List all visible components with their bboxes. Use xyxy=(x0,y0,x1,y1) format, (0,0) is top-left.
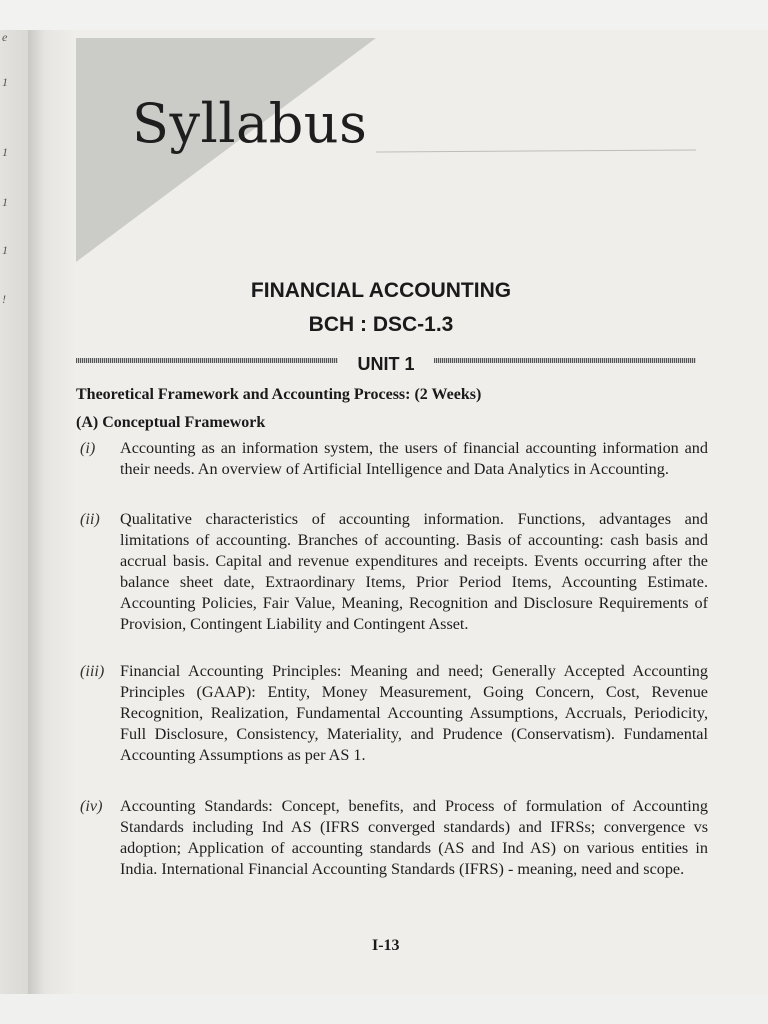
previous-page-mark: 1 xyxy=(2,75,8,89)
list-item xyxy=(80,509,708,635)
list-item-number: (iv) xyxy=(80,797,103,815)
previous-page-mark: ! xyxy=(2,292,6,306)
unit-rule-right xyxy=(434,358,696,363)
previous-page-mark: 1 xyxy=(2,145,8,159)
unit-rule-left xyxy=(76,358,338,363)
course-code: BCH : DSC-1.3 xyxy=(308,313,454,336)
list-item-number: (i) xyxy=(80,439,96,457)
book-gutter xyxy=(28,30,76,994)
list-item-text: Financial Accounting Principles: Meaning and need; Generally Accepted Accounting Principles (GAAP): Entity, Money Measurement, Going Concern, Cost, Revenue Recognition, Realization, Fundamental Accounting Assumptions, Accruals, Periodicity, Full Disclosure, Consistency, Materiality, and Prudence (Conservatism). Fundamental Accounting Assumptions as per AS 1. xyxy=(120,662,708,764)
list-item-number: (iii) xyxy=(80,662,105,680)
previous-page-mark: 1 xyxy=(2,243,8,257)
previous-page-mark: e xyxy=(2,30,8,44)
page-title: Syllabus xyxy=(132,92,368,155)
subject-title: FINANCIAL ACCOUNTING xyxy=(250,279,512,302)
list-item xyxy=(80,438,708,480)
photo-background-top xyxy=(0,0,768,30)
book-page xyxy=(76,30,768,994)
previous-page-mark: 1 xyxy=(2,195,8,209)
subsection-heading: (A) Conceptual Framework xyxy=(76,414,266,431)
list-item-text: Accounting as an information system, the users of financial accounting information and their needs. An overview of Artificial Intelligence and Data Analytics in Accounting. xyxy=(120,439,708,478)
list-item-text: Qualitative characteristics of accounting information. Functions, advantages and limitations of accounting. Branches of accounting. Basis of accounting: cash basis and accrual basis. Capital and revenue expenditures and receipts. Events occurring after the balance sheet date, Extraordinary Items, Prior Period Items, Accounting Estimate. Accounting Policies, Fair Value, Meaning, Recognition and Disclosure Requirements of Provision, Contingent Liability and Contingent Asset. xyxy=(120,510,708,633)
photo-background-bottom xyxy=(0,994,768,1024)
list-item xyxy=(80,796,708,880)
page-number: I-13 xyxy=(372,937,400,954)
list-item xyxy=(80,661,708,766)
title-underline xyxy=(376,150,696,152)
list-item-text: Accounting Standards: Concept, benefits, and Process of formulation of Accounting Standards including Ind AS (IFRS converged standards) and IFRSs; convergence vs adoption; Application of accounting standards (AS and Ind AS) on various entities in India. International Financial Accounting Standards (IFRS) - meaning, need and scope. xyxy=(120,797,708,878)
unit-label: UNIT 1 xyxy=(357,354,415,374)
section-heading: Theoretical Framework and Accounting Process: (2 Weeks) xyxy=(76,386,482,403)
list-item-number: (ii) xyxy=(80,510,100,528)
